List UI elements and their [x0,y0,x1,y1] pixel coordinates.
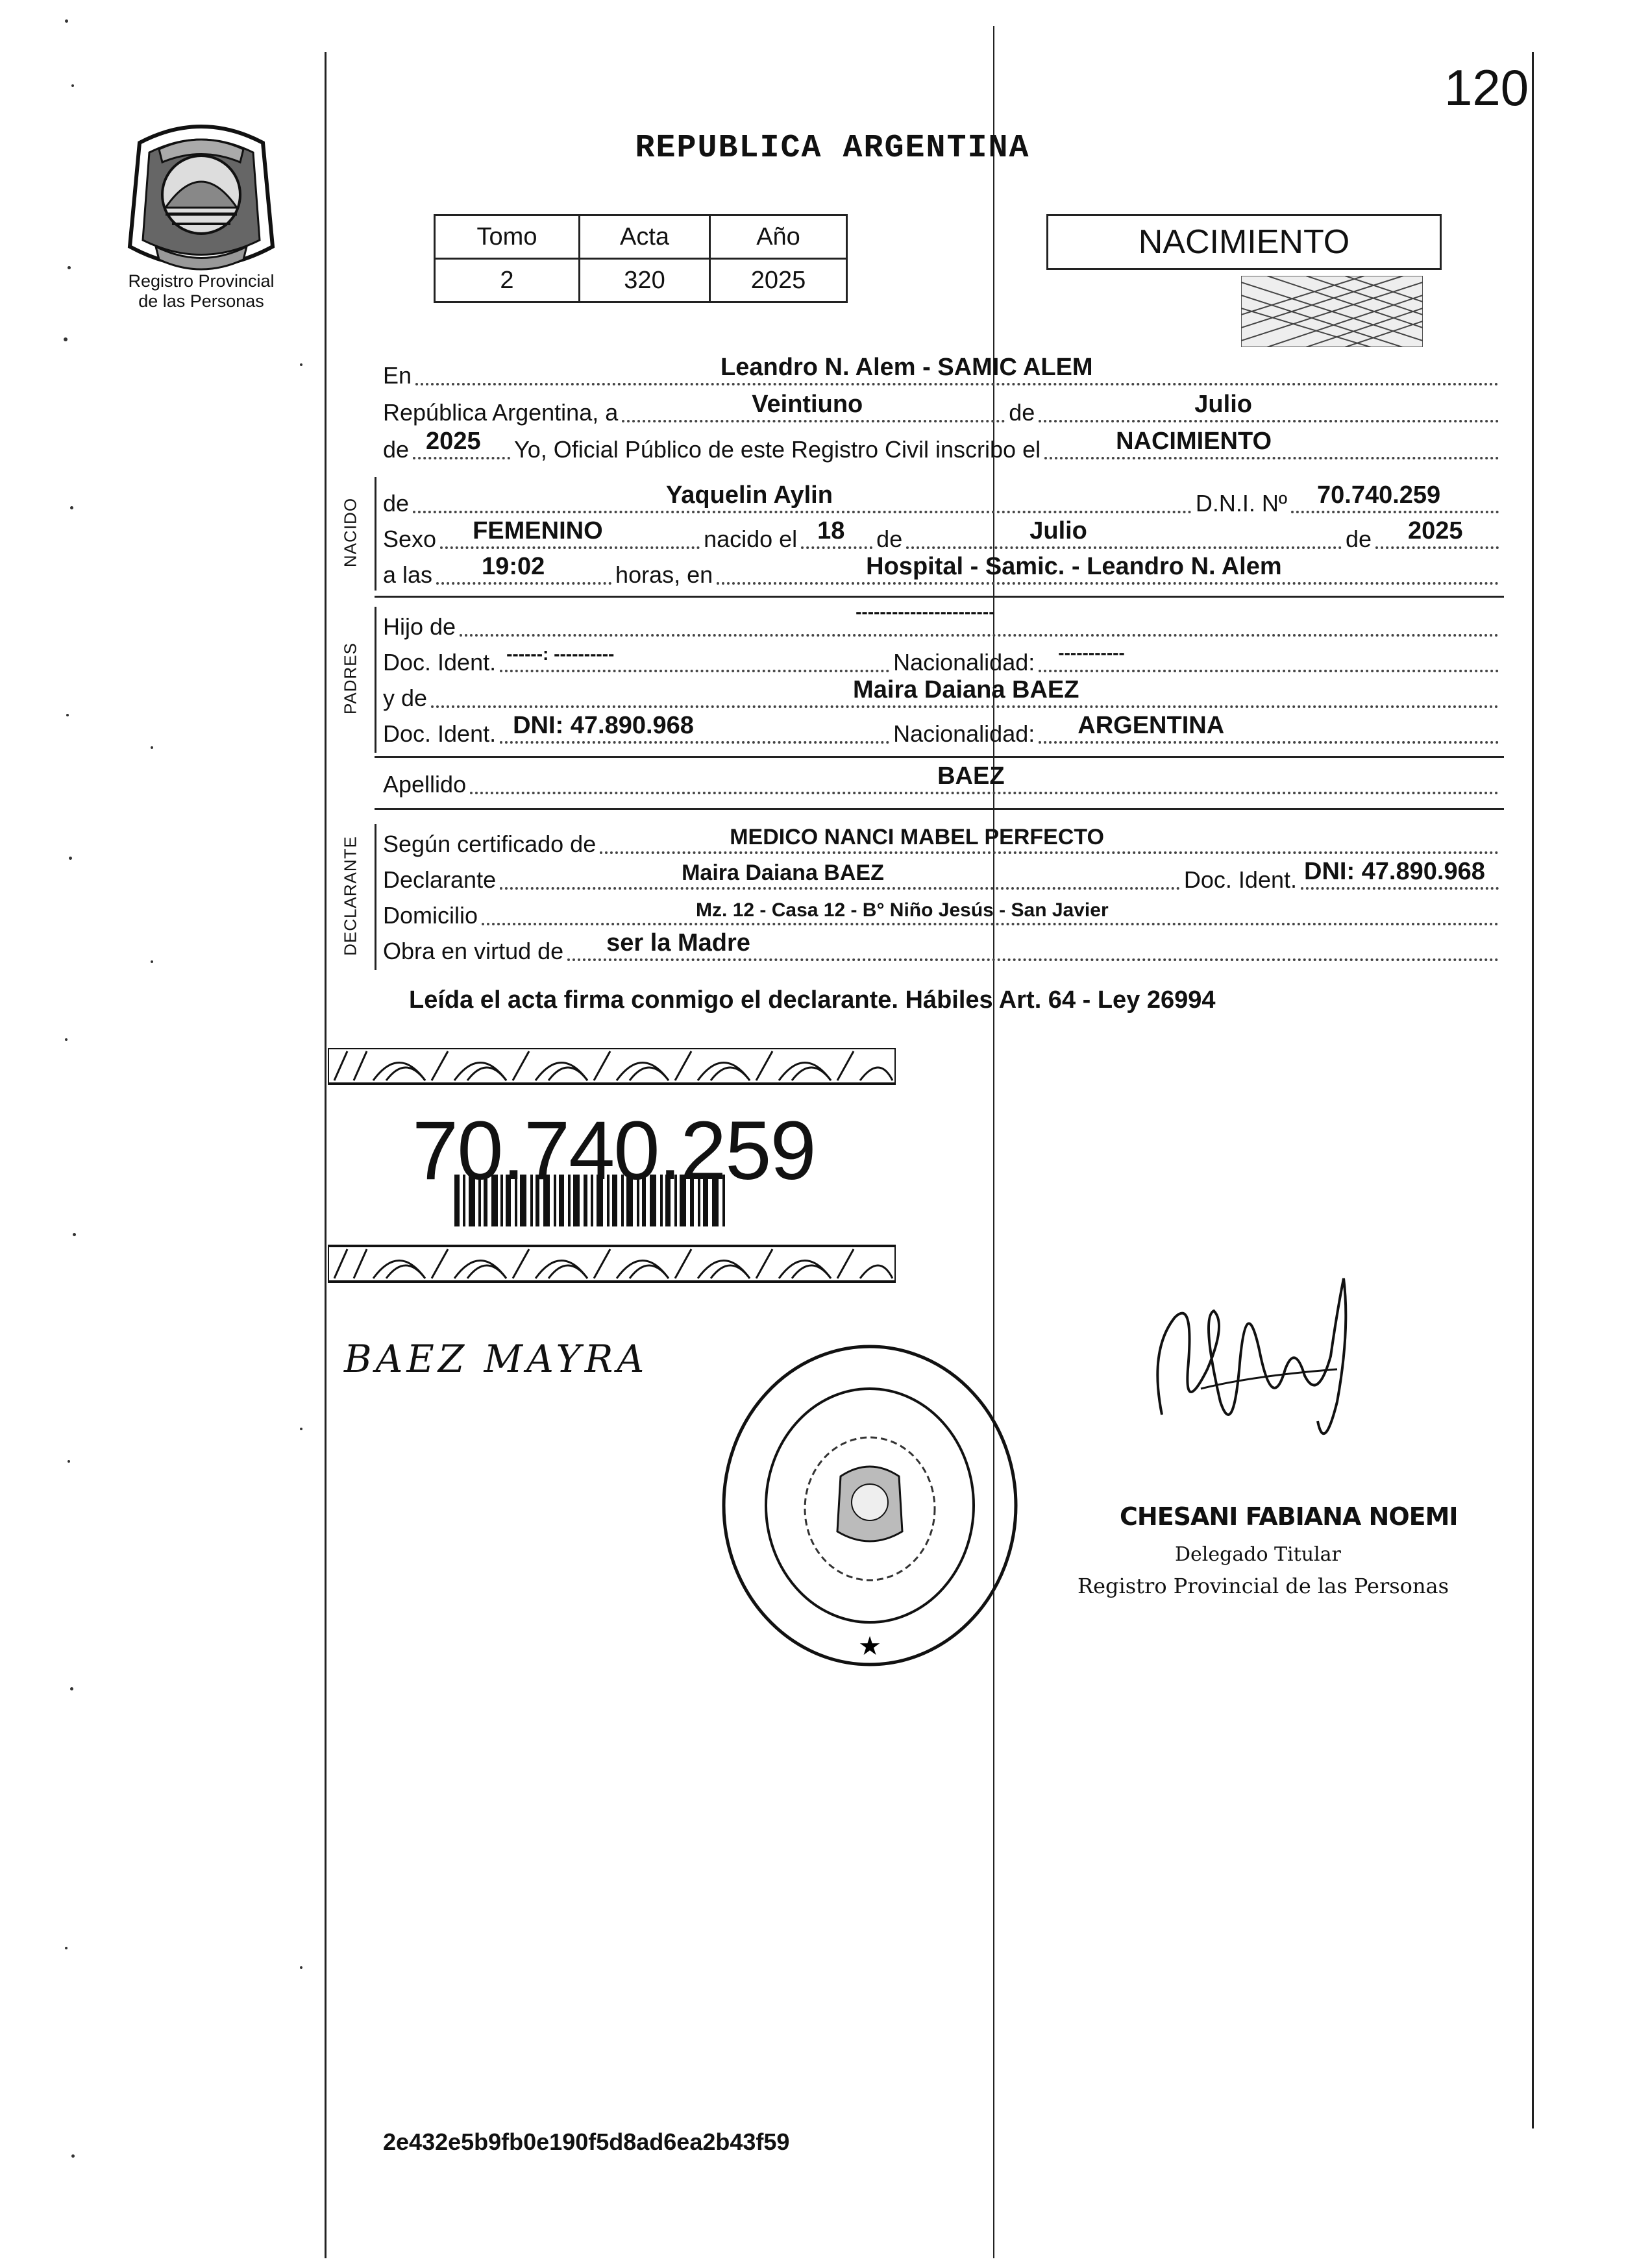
page-title: REPUBLICA ARGENTINA [635,130,1030,167]
decl-value: Maira Daiana BAEZ [682,860,884,885]
registry-label-line1: Registro Provincial [128,271,275,291]
doc2-label: Doc. Ident. [383,720,497,747]
decl-doc-value: DNI: 47.890.968 [1304,858,1485,885]
signature-icon [1123,1272,1383,1467]
yde-value: Maira Daiana BAEZ [853,676,1079,703]
year-prefix: de [383,436,410,463]
born-place-label: horas, en [615,561,713,588]
signatory-role: Delegado Titular [1175,1543,1341,1566]
year-value: 2025 [426,428,481,455]
dni-value: 70.740.259 [1317,482,1441,509]
nacido-time-row [383,555,1503,589]
time-value: 19:02 [482,553,545,580]
decl-row [383,860,1503,894]
handwritten-note: BAEZ MAYRA [344,1337,648,1381]
time-label: a las [383,561,433,588]
signatory-registry: Registro Provincial de las Personas [1078,1574,1449,1598]
place-value: Leandro N. Alem - SAMIC ALEM [721,354,1093,381]
header-tomo: Tomo [435,215,580,259]
obra-value: ser la Madre [606,929,750,957]
doc1-value: ------: ---------- [506,644,615,664]
cert-row [383,824,1503,858]
born-place-value: Hospital - Samic. - Leandro N. Alem [866,553,1282,580]
barcode-number: 70.740.259 [412,1104,815,1197]
country-label: República Argentina, a [383,399,619,426]
yde-row [383,678,1503,712]
de-label: de [1009,399,1035,426]
value-acta: 320 [580,259,710,302]
value-anio: 2025 [710,259,847,302]
nacido-name-row [383,483,1503,517]
nacido-name-label: de [383,490,410,517]
dom-value: Mz. 12 - Casa 12 - B° Niño Jesús - San Javier [696,899,1109,921]
apellido-value: BAEZ [937,762,1005,790]
nac2-label: Nacionalidad: [893,720,1035,747]
place-label: En [383,362,412,389]
reference-table [434,214,848,303]
day-value: Veintiuno [752,391,863,418]
cert-value: MEDICO NANCI MABEL PERFECTO [730,825,1104,849]
left-margin-line [325,52,326,2258]
nac1-label: Nacionalidad: [893,649,1035,676]
table-row [435,259,847,302]
dni-label: D.N.I. Nº [1195,490,1287,517]
apellido-label: Apellido [383,771,467,798]
doc1-label: Doc. Ident. [383,649,497,676]
header-anio: Año [710,215,847,259]
born-de1: de [876,526,903,552]
nacido-side-label: NACIDO [340,497,360,568]
obra-row [383,931,1503,965]
nacido-sex-row [383,519,1503,553]
record-type-box: NACIMIENTO [1046,214,1442,270]
date-row [383,393,1503,426]
inscribe-value: NACIMIENTO [1116,428,1272,455]
born-de2: de [1345,526,1372,552]
nacido-name-value: Yaquelin Aylin [666,482,833,509]
nac2-value: ARGENTINA [1078,712,1225,739]
born-month: Julio [1029,517,1087,544]
decl-label: Declarante [383,866,497,893]
official-seal-icon [714,1337,1026,1674]
registry-label [101,271,302,311]
sex-value: FEMENINO [473,517,603,544]
month-value: Julio [1194,391,1252,418]
security-band-bottom-icon [328,1246,896,1282]
place-row [383,356,1503,389]
padres-side-label: PADRES [340,642,360,714]
svg-text:★: ★ [858,1631,881,1661]
doc2-value: DNI: 47.890.968 [513,712,694,739]
officer-row [383,430,1503,463]
yde-label: y de [383,685,428,711]
table-header-row [435,215,847,259]
officer-text: Yo, Oficial Público de este Registro Civil inscribo el [514,436,1041,463]
born-label: nacido el [704,526,798,552]
security-band-top-icon [328,1048,896,1084]
hijo-value: ----------------------- [856,602,995,622]
nac1-value: ----------- [1058,642,1125,663]
right-margin-line [1532,52,1534,2128]
closing-text: Leída el acta firma conmigo el declarante. Hábiles Art. 64 - Ley 26994 [409,986,1216,1014]
dom-label: Domicilio [383,902,478,929]
declarante-side-label: DECLARANTE [340,836,360,956]
provincial-emblem-icon [120,117,282,279]
registry-label-line2: de las Personas [138,291,264,311]
doc1-row [383,642,1503,676]
doc2-row [383,714,1503,748]
cert-label: Según certificado de [383,831,597,857]
decl-doc-label: Doc. Ident. [1183,866,1297,893]
hijo-row [383,602,1503,640]
apellido-row [383,764,1503,798]
document-hash: 2e432e5b9fb0e190f5d8ad6ea2b43f59 [383,2128,790,2155]
page-number: 120 [1444,59,1529,116]
signatory-name: CHESANI FABIANA NOEMI [1120,1502,1458,1531]
born-day: 18 [817,517,845,544]
sex-label: Sexo [383,526,437,552]
dom-row [383,896,1503,929]
obra-label: Obra en virtud de [383,938,564,964]
hijo-label: Hijo de [383,613,456,640]
born-year: 2025 [1408,517,1463,544]
value-tomo: 2 [435,259,580,302]
header-acta: Acta [580,215,710,259]
security-pattern-icon [1241,276,1423,347]
